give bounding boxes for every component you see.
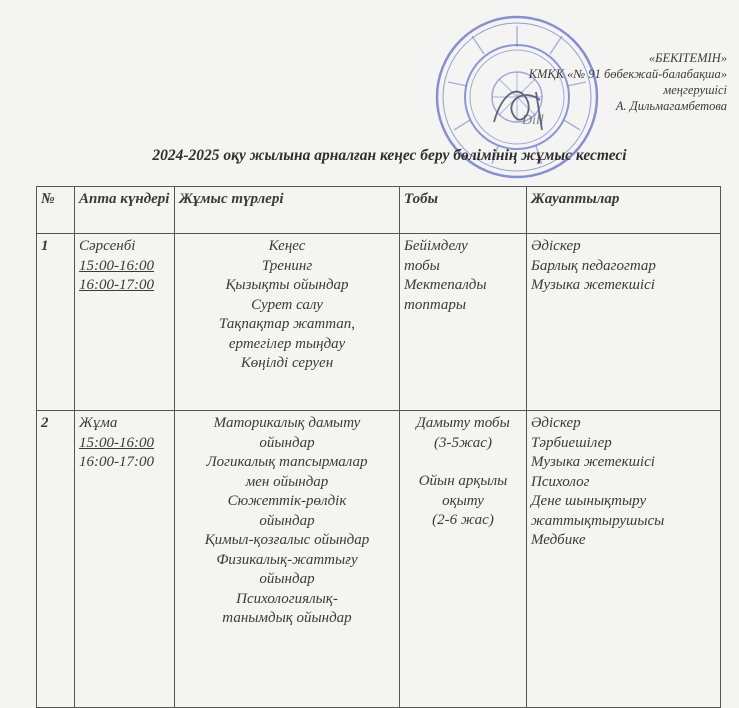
group-item: оқыту [442,492,484,509]
work-cell [175,234,400,411]
time-slot: 15:00-16:00 [79,257,154,274]
approval-org: КМҚК «№ 91 бөбекжай-балабақша» [528,67,727,81]
resp-item: Тәрбиешілер [531,434,612,451]
resp-item: жаттықтырушысы [531,512,665,529]
group-cell [400,411,527,708]
approval-position: меңгерушісі [663,83,727,97]
work-item: Логикалық тапсырмалар [206,454,368,470]
work-item: Қызықты ойындар [225,277,349,293]
group-item: (3-5жас) [434,434,492,451]
approval-name: А. Дильмагамбетова [615,99,727,113]
approval-block [487,50,727,114]
header-resp: Жауаптылар [527,187,721,234]
work-item: ойындар [259,434,315,451]
table-header-row [37,187,721,234]
resp-item: Барлық педагогтар [531,257,656,274]
work-item: Сюжеттік-рөлдік [227,493,347,509]
work-item: Тақпақтар жаттап, [219,316,355,332]
work-item: Көңілді серуен [240,355,334,371]
group-spacer [404,453,522,472]
resp-item: Музыка жетекшісі [531,454,655,470]
group-item: Бейімделу [404,238,468,254]
header-num: № [37,187,75,234]
work-item: Тренинг [261,257,313,274]
table-row [37,234,721,411]
work-item: мен ойындар [245,473,329,490]
row-num: 2 [37,411,75,708]
group-item: Ойын арқылы [418,473,508,489]
row-day-cell [75,411,175,708]
header-days: Апта күндері [75,187,175,234]
header-work: Жұмыс түрлері [175,187,400,234]
group-item: топтары [404,296,467,313]
work-item: Кеңес [268,238,306,254]
schedule-table [36,186,721,708]
resp-item: Медбике [531,532,586,548]
work-item: Психологиялық- [236,590,338,607]
work-item: танымдық ойындар [222,610,352,626]
work-item: Физикалық-жаттығу [216,551,358,568]
day-name: Сәрсенбі [79,238,136,254]
group-item: тобы [404,257,440,274]
work-item: ертегілер тыңдау [228,335,346,352]
group-item: Мектепалды [404,277,487,293]
resp-item: Музыка жетекшісі [531,277,655,293]
resp-item: Психолог [531,473,590,490]
approval-approve: «БЕКІТЕМІН» [648,51,727,65]
resp-cell [527,411,721,708]
document-title: 2024-2025 оқу жылына арналған кеңес беру бөлімінің жұмыс кестесі [152,147,627,164]
work-cell [175,411,400,708]
work-item: Маторикалық дамыту [213,415,361,431]
group-cell [400,234,527,411]
work-item: ойындар [259,512,315,529]
time-slot: 16:00-17:00 [79,454,154,470]
resp-cell [527,234,721,411]
table-row [37,411,721,708]
work-item: ойындар [259,571,315,587]
group-item: (2-6 жас) [432,512,494,528]
signature: Dill [522,113,544,128]
group-item: Дамыту тобы [416,415,510,431]
row-num: 1 [37,234,75,411]
resp-item: Әдіскер [531,238,581,254]
work-item: Қимыл-қозғалыс ойындар [204,532,370,548]
resp-item: Дене шынықтыру [531,493,647,509]
row-day-cell [75,234,175,411]
time-slot: 15:00-16:00 [79,434,154,451]
work-item: Сурет салу [251,296,323,313]
resp-item: Әдіскер [531,415,581,431]
time-slot: 16:00-17:00 [79,277,154,293]
header-group: Тобы [400,187,527,234]
day-name: Жұма [79,415,118,431]
